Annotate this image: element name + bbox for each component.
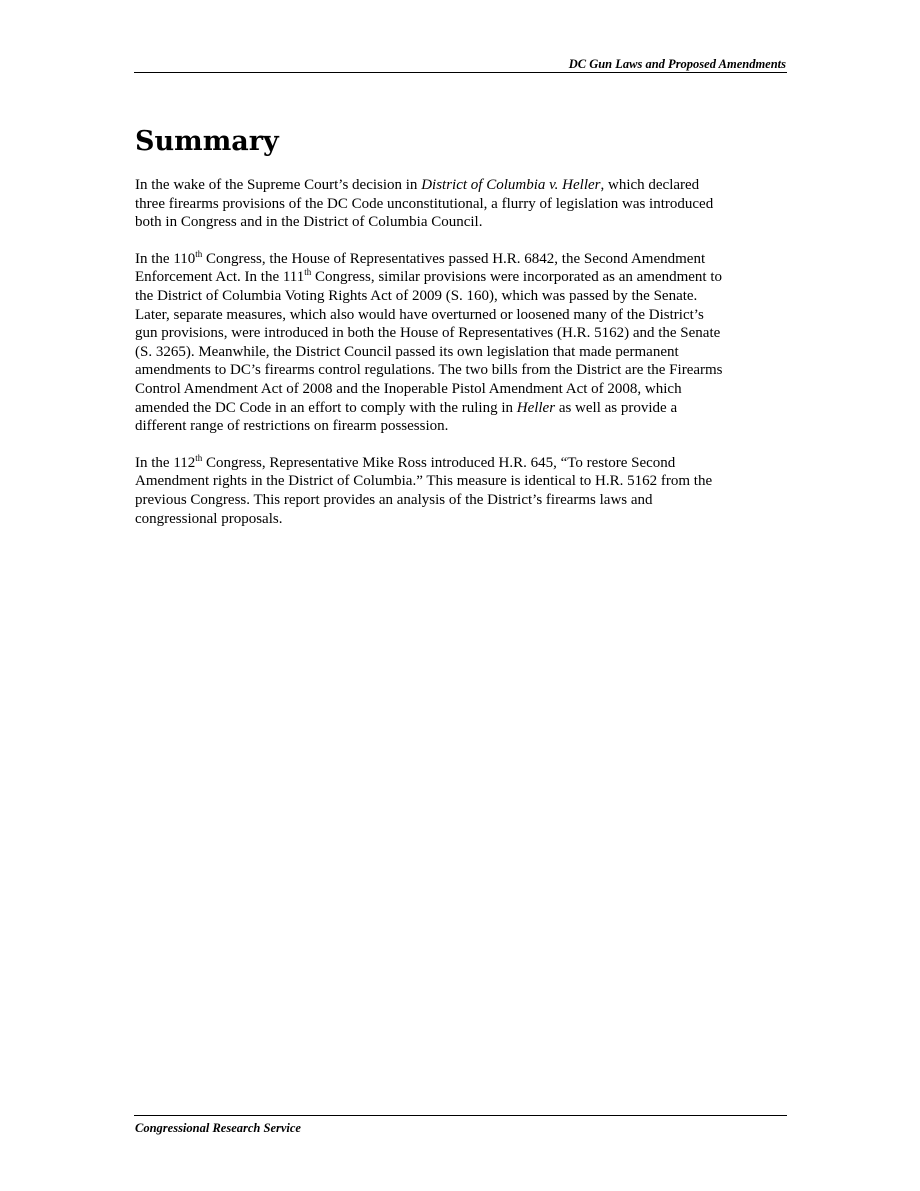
paragraph-2-line-7: amendments to DC’s firearms control regulations. The two bills from the District are the Firearms (135, 362, 723, 379)
ordinal-suffix: th (304, 267, 312, 278)
paragraph-1-line-1 (135, 176, 785, 195)
text-run: In the 110 (135, 250, 196, 267)
section-heading: Summary (135, 126, 279, 157)
ordinal-suffix: th (195, 452, 203, 463)
paragraph-2 (135, 250, 785, 436)
header-divider (134, 72, 787, 73)
text-run: as well as provide a (555, 399, 678, 416)
paragraph-3-line-1 (135, 454, 785, 473)
running-footer: Congressional Research Service (135, 1121, 301, 1135)
paragraph-2-line-5: gun provisions, were introduced in both the House of Representatives (H.R. 5162) and the Senate (135, 325, 721, 342)
paragraph-2-line-1 (135, 250, 785, 269)
paragraph-3-line-2: Amendment rights in the District of Columbia.” This measure is identical to H.R. 5162 from the (135, 473, 713, 490)
text-run: amended the DC Code in an effort to comply with the ruling in (135, 399, 517, 416)
paragraph-2-line-10: different range of restrictions on firearm possession. (135, 418, 449, 435)
text-run: In the wake of the Supreme Court’s decision in (135, 177, 422, 193)
text-run: Enforcement Act. In the 111 (135, 269, 305, 286)
paragraph-2-line-3: the District of Columbia Voting Rights Act of 2009 (S. 160), which was passed by the Senate. (135, 287, 698, 304)
text-run: , which declared (600, 177, 700, 193)
paragraph-1 (135, 176, 785, 232)
summary-section (135, 126, 785, 528)
text-run: Congress, the House of Representatives passed H.R. 6842, the Second Amendment (202, 250, 706, 267)
paragraph-2-line-9 (135, 399, 785, 418)
paragraph-2-line-8: Control Amendment Act of 2008 and the Inoperable Pistol Amendment Act of 2008, which (135, 380, 682, 397)
paragraph-3 (135, 454, 785, 528)
text-run: In the 112 (135, 454, 196, 471)
paragraph-2-line-4: Later, separate measures, which also would have overturned or loosened many of the District’s (135, 306, 704, 323)
case-name: District of Columbia v. Heller (421, 177, 601, 193)
footer-divider (134, 1115, 787, 1116)
text-run: Congress, Representative Mike Ross introduced H.R. 645, “To restore Second (202, 454, 676, 471)
paragraph-2-line-6: (S. 3265). Meanwhile, the District Council passed its own legislation that made permanent (135, 343, 679, 360)
paragraph-1-line-3: both in Congress and in the District of Columbia Council. (135, 214, 483, 231)
paragraph-3-line-4: congressional proposals. (135, 510, 283, 527)
running-header: DC Gun Laws and Proposed Amendments (568, 57, 786, 71)
ordinal-suffix: th (195, 248, 203, 259)
case-name: Heller (516, 399, 556, 416)
paragraph-3-line-3: previous Congress. This report provides an analysis of the District’s firearms laws and (135, 491, 653, 508)
paragraph-2-line-2 (135, 268, 785, 287)
text-run: Congress, similar provisions were incorporated as an amendment to (311, 269, 723, 286)
paragraph-1-line-2: three firearms provisions of the DC Code unconstitutional, a flurry of legislation was introduced (135, 195, 714, 212)
